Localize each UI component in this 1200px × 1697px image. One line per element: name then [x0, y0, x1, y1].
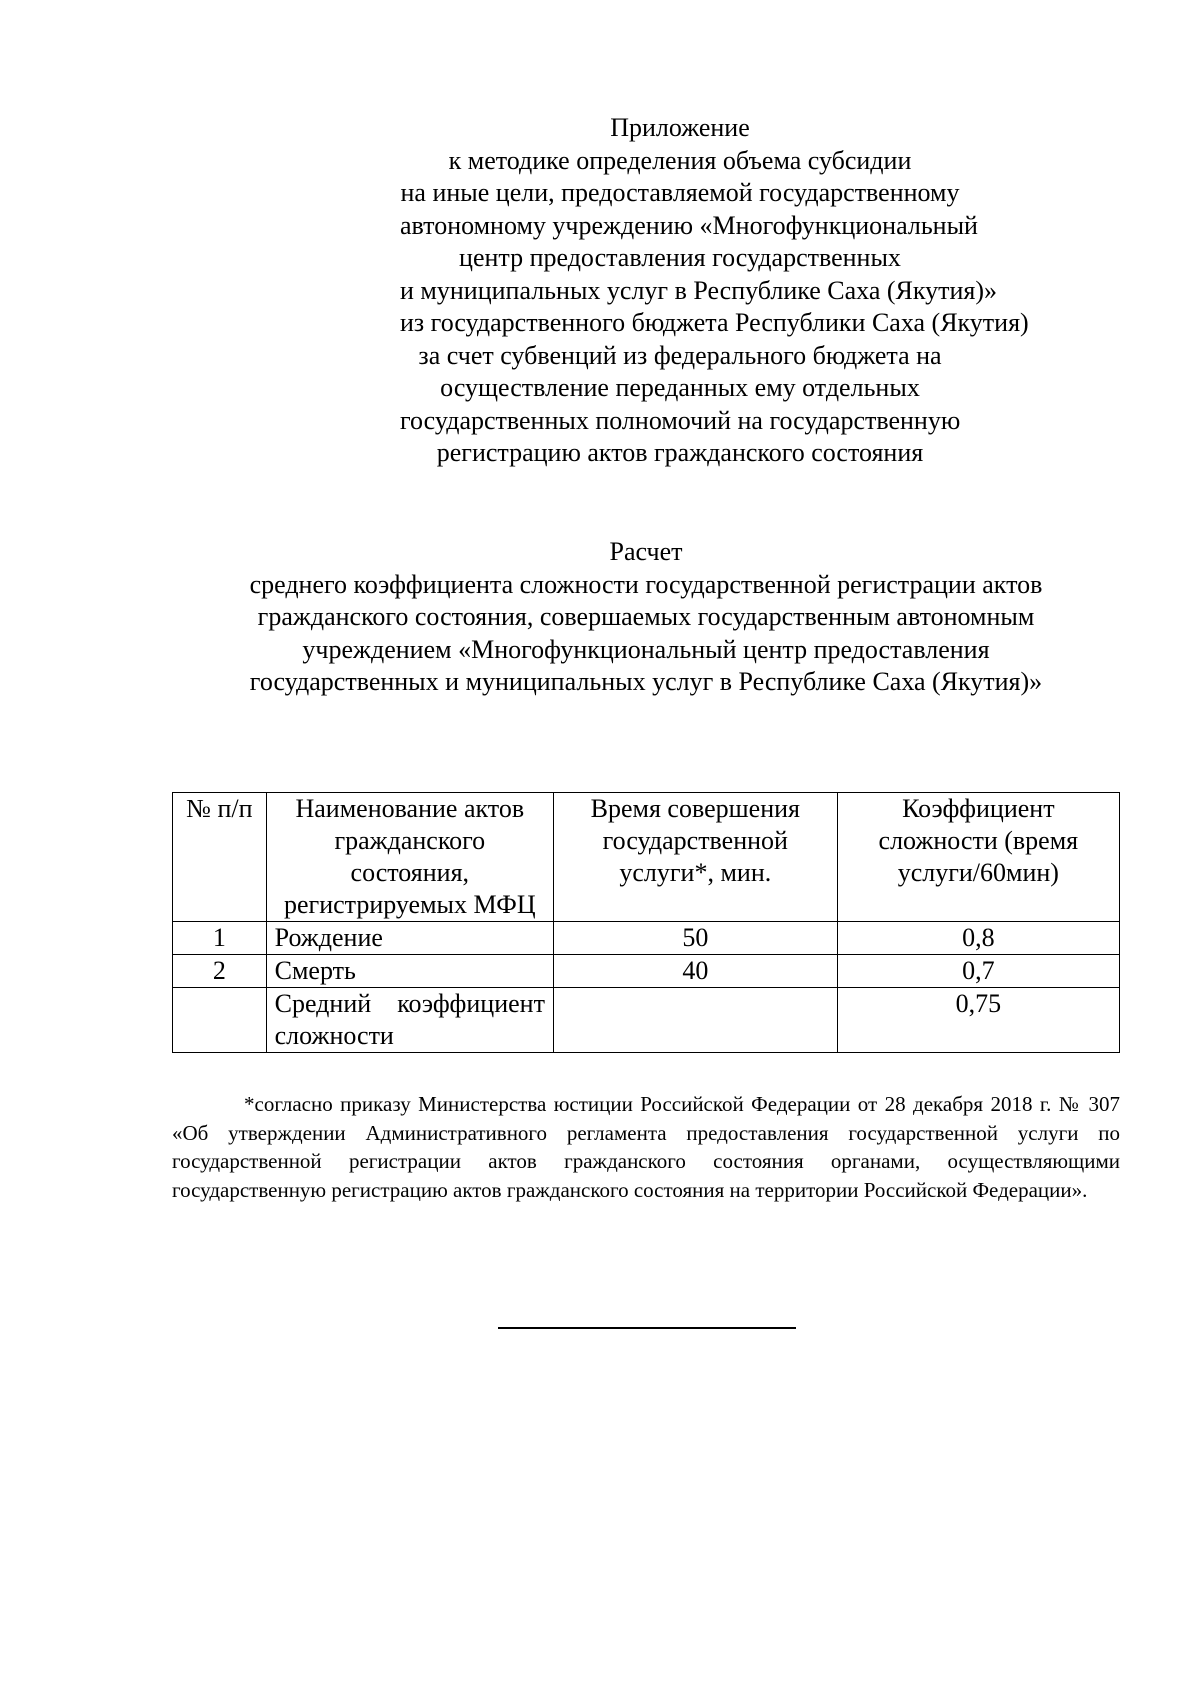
average-time-cell: [553, 988, 837, 1053]
average-label-word: сложности: [274, 1021, 394, 1050]
row-act-name: Смерть: [266, 955, 553, 988]
title-line: учреждением «Многофункциональный центр предоставления: [302, 634, 990, 664]
row-number: 1: [173, 922, 267, 955]
appendix-line: и муниципальных услуг в Республике Саха (Якутия)»: [400, 275, 998, 305]
average-label-word: коэффициент: [397, 989, 545, 1018]
table-header-row: [173, 793, 1120, 922]
header-number: № п/п: [173, 793, 267, 922]
appendix-line: государственных полномочий на государственную: [400, 405, 961, 435]
header-service-time: Время совершения государственной услуги*, мин.: [553, 793, 837, 922]
average-number-cell: [173, 988, 267, 1053]
appendix-line: к методике определения объема субсидии: [448, 145, 912, 175]
appendix-line: на иные цели, предоставляемой государственному: [400, 178, 960, 207]
appendix-line: регистрацию актов гражданского состояния: [436, 438, 924, 467]
title-line: гражданского состояния, совершаемых государственным автономным: [257, 602, 1035, 631]
appendix-line: из государственного бюджета Республики Саха (Якутия): [400, 308, 1029, 337]
average-label-word: Средний: [274, 989, 372, 1018]
row-number: 2: [173, 955, 267, 988]
signature-divider: [498, 1327, 796, 1329]
appendix-line: осуществление переданных ему отдельных: [440, 373, 920, 402]
appendix-line: автономному учреждению «Многофункциональный: [400, 210, 978, 240]
title-heading: Расчет: [609, 537, 683, 566]
row-service-time: 50: [553, 922, 837, 955]
row-coefficient: 0,8: [837, 922, 1119, 955]
row-act-name: Рождение: [266, 922, 553, 955]
table-row: [173, 922, 1120, 955]
table-row: [173, 955, 1120, 988]
row-service-time: 40: [553, 955, 837, 988]
average-label-cell: [266, 988, 553, 1053]
table-average-row: [173, 988, 1120, 1053]
average-coefficient: 0,75: [837, 988, 1119, 1053]
document-title: [172, 536, 1120, 699]
header-coefficient: Коэффициент сложности (время услуги/60мин): [837, 793, 1119, 922]
header-act-name: Наименование актов гражданского состояния, регистрируемых МФЦ: [266, 793, 553, 922]
appendix-header: [400, 112, 1029, 470]
title-line: среднего коэффициента сложности государственной регистрации актов: [249, 569, 1043, 599]
appendix-line: Приложение: [610, 113, 750, 142]
row-coefficient: 0,7: [837, 955, 1119, 988]
calculation-table: [172, 792, 1120, 1053]
appendix-line: центр предоставления государственных: [459, 243, 901, 272]
footnote: *согласно приказу Министерства юстиции Российской Федерации от 28 декабря 2018 г. № 307 «Об утверждении Административного регламента предоставления государственной услуги по государственной регистрации актов гражданского состояния органами, осуществляющими государственную регистрацию актов гражданского состояния на территории Российской Федерации».: [172, 1092, 1120, 1202]
appendix-line: за счет субвенций из федерального бюджета на: [418, 340, 942, 370]
title-line: государственных и муниципальных услуг в Республике Саха (Якутия)»: [249, 667, 1043, 696]
